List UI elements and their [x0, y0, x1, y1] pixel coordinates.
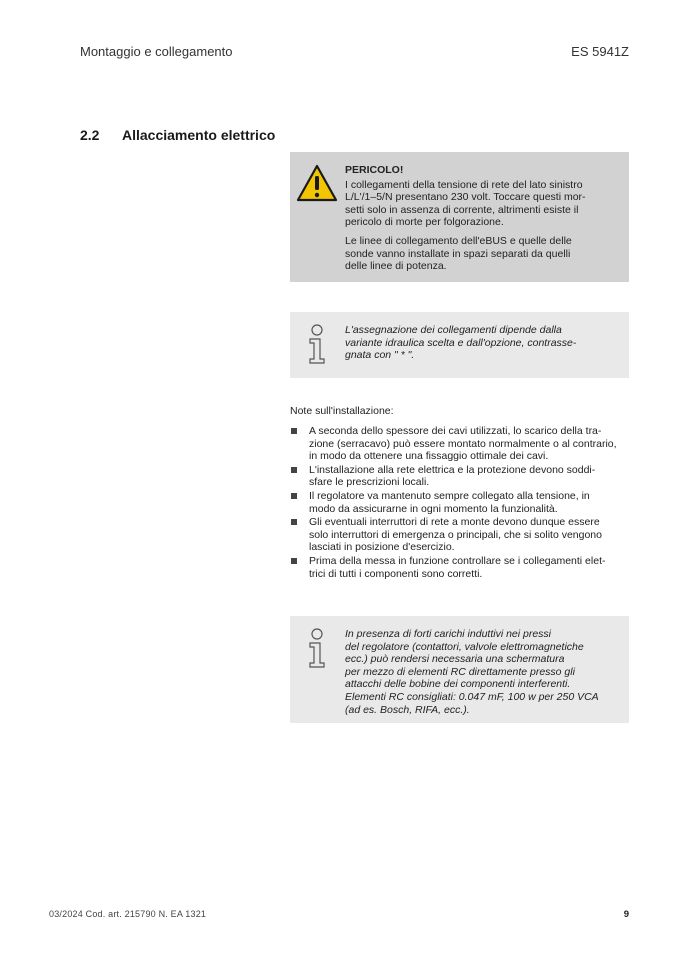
text-line: sfare le prescrizioni locali.: [309, 476, 430, 489]
text-line: delle linee di potenza.: [345, 260, 447, 273]
info-box-assignment: [290, 312, 629, 378]
text-line: L'assegnazione dei collegamenti dipende dalla: [345, 324, 562, 336]
text-line: lasciati in posizione d'esercizio.: [309, 541, 455, 554]
danger-title: PERICOLO!: [345, 164, 404, 176]
text-line: I collegamenti della tensione di rete del lato sinistro: [345, 178, 583, 191]
running-header-title: Montaggio e collegamento: [80, 44, 233, 59]
text-line: del regolatore (contattori, valvole elettromagnetiche: [345, 640, 584, 653]
text-line: per mezzo di elementi RC direttamente presso gli: [345, 665, 575, 678]
text-line: Elementi RC consigliati: 0.047 mF, 100 w per 250 VCA: [345, 690, 599, 703]
text-line: Prima della messa in funzione controllare se i collegamenti elet-: [309, 554, 606, 567]
text-line: (ad es. Bosch, RIFA, ecc.).: [345, 703, 470, 716]
text-line: ecc.) può rendersi necessaria una schermatura: [345, 653, 565, 666]
info-icon: [306, 628, 328, 668]
text-line: variante idraulica scelta e dall'opzione, contrasse-: [345, 336, 577, 349]
list-item: [290, 464, 630, 489]
text-line: In presenza di forti carichi induttivi nei pressi: [345, 628, 552, 640]
bullet-square-icon: [291, 558, 297, 564]
notes-title: Note sull'installazione:: [290, 405, 394, 417]
list-item: [290, 555, 630, 580]
info-icon: [306, 324, 328, 364]
installation-notes-list: [290, 425, 630, 581]
danger-paragraph-2: [345, 235, 615, 273]
bullet-square-icon: [291, 493, 297, 499]
text-line: in modo da ottenere una fissaggio ottimale dei cavi.: [309, 450, 549, 463]
section-number: 2.2: [80, 127, 100, 143]
text-line: pericolo di morte per folgorazione.: [345, 216, 504, 229]
text-line: setti solo in assenza di corrente, altrimenti esiste il: [345, 203, 579, 216]
danger-paragraph-1: [345, 179, 615, 229]
list-item: [290, 516, 630, 554]
text-line: solo interruttori di emergenza o principali, che si solito vengono: [309, 528, 602, 541]
text-line: L'installazione alla rete elettrica e la protezione devono soddi-: [309, 463, 596, 476]
text-line: gnata con " * ".: [345, 349, 415, 362]
text-line: attacchi delle bobine dei componenti interferenti.: [345, 678, 571, 691]
info-text-rc-elements: [345, 628, 617, 716]
text-line: trici di tutti i componenti sono corretti.: [309, 567, 483, 580]
bullet-square-icon: [291, 467, 297, 473]
footer-article-info: 03/2024 Cod. art. 215790 N. EA 1321: [49, 909, 207, 919]
danger-text: [345, 164, 615, 279]
text-line: A seconda dello spessore dei cavi utilizzati, lo scarico della tra-: [309, 425, 602, 437]
text-line: Gli eventuali interruttori di rete a monte devono dunque essere: [309, 516, 600, 529]
text-line: Le linee di collegamento dell'eBUS e quelle delle: [345, 234, 572, 247]
page-number: 9: [623, 909, 629, 920]
running-header-doc-code: ES 5941Z: [571, 44, 629, 59]
bullet-square-icon: [291, 428, 297, 434]
info-box-rc-elements: [290, 616, 629, 723]
info-text-assignment: [345, 324, 617, 362]
danger-box: [290, 152, 629, 282]
warning-triangle-icon: [296, 164, 338, 202]
section-title: Allacciamento elettrico: [122, 127, 276, 143]
text-line: Il regolatore va mantenuto sempre collegato alla tensione, in: [309, 489, 590, 502]
text-line: modo da assicurarne in ogni momento la funzionalità.: [309, 502, 558, 515]
text-line: L/L'/1–5/N presentano 230 volt. Toccare questi mor-: [345, 191, 586, 204]
bullet-square-icon: [291, 519, 297, 525]
list-item: [290, 490, 630, 515]
text-line: zione (serracavo) può essere montato normalmente o al contrario,: [309, 437, 617, 450]
text-line: sonde vanno installate in spazi separati da quelli: [345, 247, 571, 260]
list-item: [290, 425, 630, 463]
